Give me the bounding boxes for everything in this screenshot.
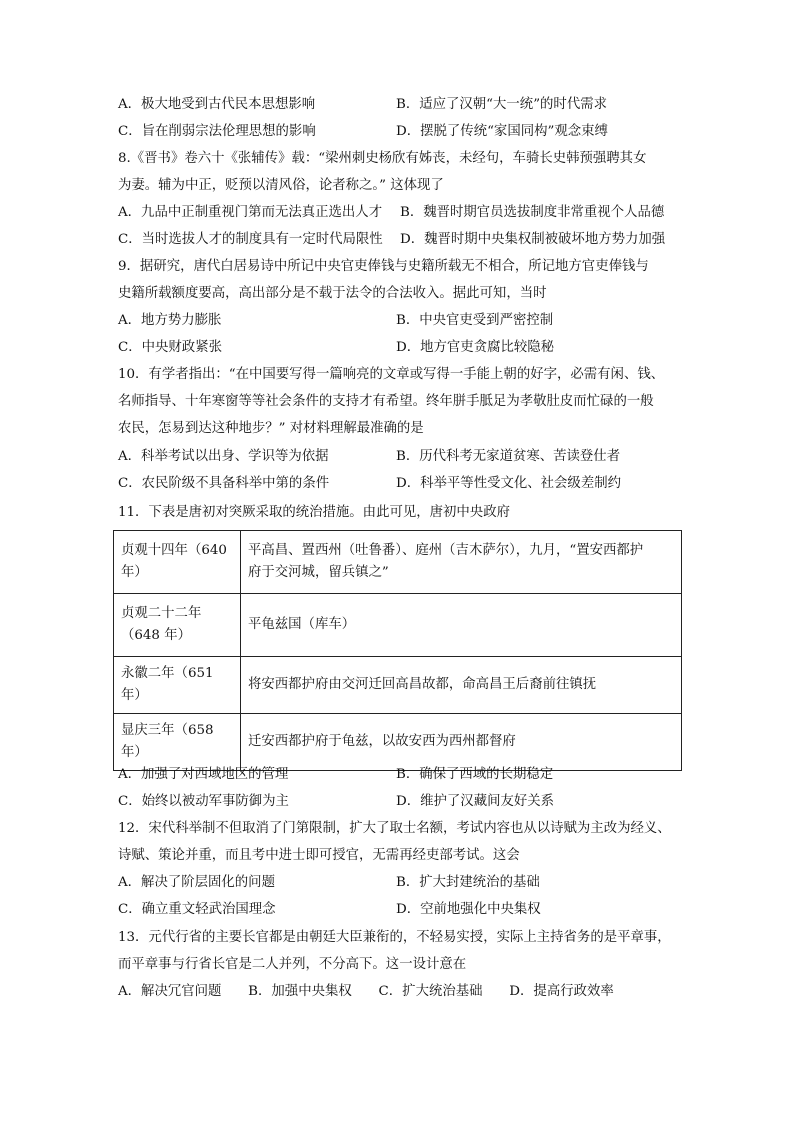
q7-option-c: C．旨在削弱宗法伦理思想的影响 — [118, 124, 316, 139]
q7-option-a: A．极大地受到古代民本思想影响 — [118, 97, 316, 112]
table-row — [114, 657, 682, 714]
table-row — [114, 714, 682, 771]
q9-option-b: B．中央官吏受到严密控制 — [396, 313, 554, 328]
q10-option-c: C．农民阶级不具备科举中第的条件 — [118, 476, 330, 491]
q11-option-c: C．始终以被动军事防御为主 — [118, 794, 289, 809]
event-line: 将安西都护府由交河迁回高昌故都，命高昌王后裔前往镇抚 — [248, 677, 597, 692]
table-cell-event — [241, 714, 682, 771]
q11-option-b: B．确保了西域的长期稳定 — [396, 767, 554, 782]
time-line: 显庆三年（658 年） — [121, 723, 214, 760]
q8-option-d: D．魏晋时期中央集权制被破坏地方势力加强 — [400, 232, 666, 247]
q10-option-a: A．科举考试以出身、学识等为依据 — [118, 449, 329, 464]
table-row — [114, 531, 682, 594]
q12-stem-line1: 12．宋代科举制不但取消了门第限制，扩大了取士名额，考试内容也从以诗赋为主改为经义、 — [118, 821, 671, 836]
time-line: 永徽二年（651 年） — [121, 666, 214, 703]
table-cell-time — [114, 594, 241, 657]
q9-option-c: C．中央财政紧张 — [118, 340, 222, 355]
q13-stem-line1: 13．元代行省的主要长官都是由朝廷大臣兼衔的，不轻易实授，实际上主持省务的是平章事， — [118, 930, 671, 945]
q9-option-d: D．地方官吏贪腐比较隐秘 — [396, 340, 555, 355]
q10-option-b: B．历代科考无家道贫寒、苦读登仕者 — [396, 449, 621, 464]
q10-stem-line1: 10．有学者指出：“在中国要写得一篇响亮的文章或写得一手能上朝的好字，必需有闲、钱、 — [118, 367, 665, 382]
time-line: 贞观十四年（640 — [121, 543, 227, 558]
time-line: （648 年） — [121, 628, 191, 643]
time-line: 年） — [121, 565, 148, 580]
table-row — [114, 594, 682, 657]
q11-table — [113, 530, 682, 771]
q12-stem-line2: 诗赋、策论并重，而且考中进士即可授官，无需再经吏部考试。这会 — [118, 848, 520, 863]
table-cell-event — [241, 594, 682, 657]
table-cell-time — [114, 714, 241, 771]
table-cell-event — [241, 657, 682, 714]
q11-option-d: D．维护了汉藏间友好关系 — [396, 794, 555, 809]
q8-option-a: A．九品中正制重视门第而无法真正选出人才 — [118, 205, 383, 220]
event-line: 府于交河城，留兵镇之” — [248, 565, 389, 580]
q10-option-d: D．科举平等性受文化、社会级差制约 — [396, 476, 621, 491]
q11-option-a: A．加强了对西域地区的管理 — [118, 767, 289, 782]
q7-option-b: B．适应了汉朝“大一统”的时代需求 — [396, 97, 607, 112]
event-line: 迁安西都护府于龟兹，以故安西为西州都督府 — [248, 734, 516, 749]
q8-option-c: C．当时选拔人才的制度具有一定时代局限性 — [118, 232, 383, 247]
q12-option-b: B．扩大封建统治的基础 — [396, 875, 540, 890]
time-line: 贞观二十二年 — [121, 606, 202, 621]
q11-stem: 11．下表是唐初对突厥采取的统治措施。由此可见，唐初中央政府 — [118, 505, 510, 520]
q8-option-b: B．魏晋时期官员选拔制度非常重视个人品德 — [400, 205, 665, 220]
q13-stem-line2: 而平章事与行省长官是二人并列，不分高下。这一设计意在 — [118, 957, 467, 972]
q8-stem-line2: 为妻。辅为中正，贬预以清风俗，论者称之。” 这体现了 — [118, 178, 444, 193]
q10-stem-line3: 农民，怎易到达这种地步？” 对材料理解最准确的是 — [118, 421, 424, 436]
q10-stem-line2: 名师指导、十年寒窗等等社会条件的支持才有希望。终年胼手胝足为孝敬肚皮而忙碌的一般 — [118, 394, 654, 409]
table-cell-time — [114, 531, 241, 594]
q12-option-c: C．确立重文轻武治国理念 — [118, 902, 276, 917]
q13-options: A．解决冗官问题 B．加强中央集权 C．扩大统治基础 D．提高行政效率 — [118, 984, 614, 999]
event-line: 平龟兹国（库车） — [248, 617, 356, 632]
table-cell-time — [114, 657, 241, 714]
q7-option-d: D．摆脱了传统“家国同构”观念束缚 — [396, 124, 608, 139]
q12-option-a: A．解决了阶层固化的问题 — [118, 875, 275, 890]
table-cell-event — [241, 531, 682, 594]
q8-stem-line1: 8.《晋书》卷六十《张辅传》载：“梁州刺史杨欣有姊丧，未经句，车骑长史韩预强聘其女 — [118, 151, 647, 166]
event-line: 平高昌、置西州（吐鲁番）、庭州（吉木萨尔），九月，“置安西都护 — [248, 543, 644, 558]
q12-option-d: D．空前地强化中央集权 — [396, 902, 541, 917]
q9-stem-line1: 9．据研究，唐代白居易诗中所记中央官吏俸钱与史籍所载无不相合，所记地方官吏俸钱与 — [118, 259, 649, 274]
q9-option-a: A．地方势力膨胀 — [118, 313, 222, 328]
q9-stem-line2: 史籍所载额度要高，高出部分是不载于法令的合法收入。据此可知，当时 — [118, 286, 547, 301]
